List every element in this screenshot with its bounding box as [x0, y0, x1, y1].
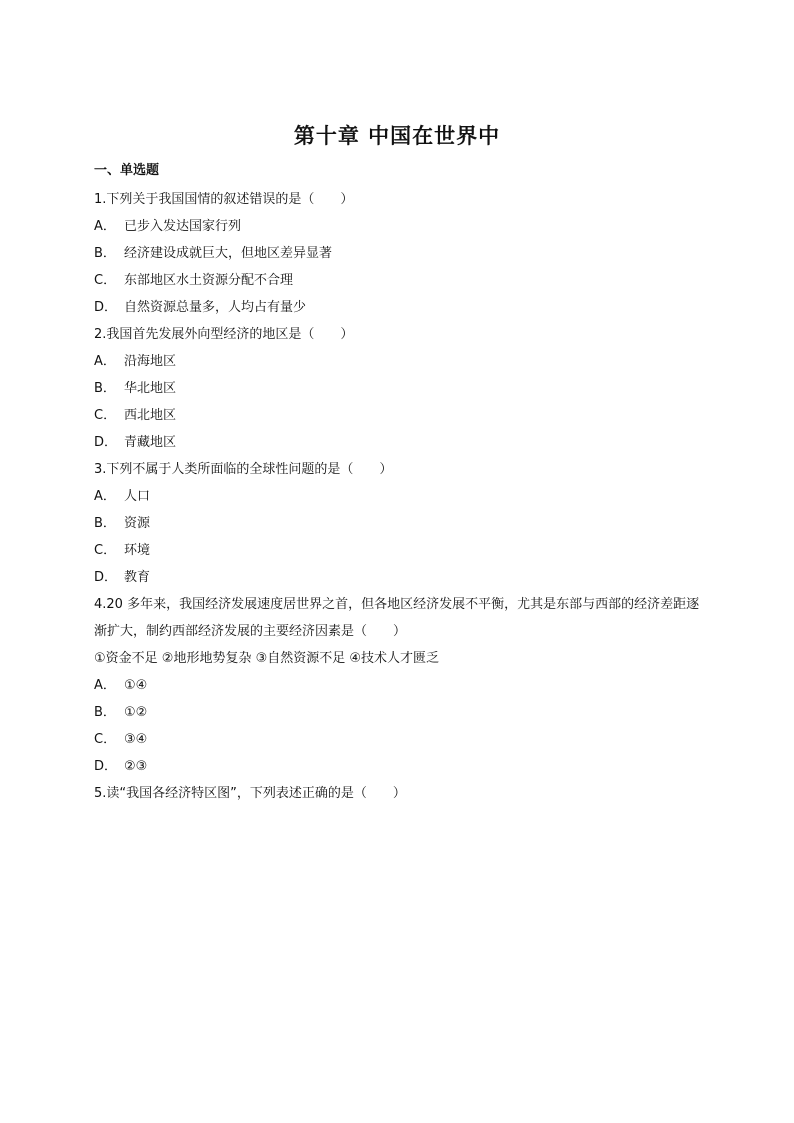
option-text: 资源	[124, 516, 151, 531]
option-2b	[94, 375, 706, 402]
page-title: 第十章 中国在世界中	[293, 123, 501, 148]
option-3c	[94, 537, 706, 564]
option-letter: B．	[94, 246, 116, 261]
option-letter: A．	[94, 354, 116, 369]
option-letter: A．	[94, 489, 116, 504]
option-3b	[94, 510, 706, 537]
option-letter: D．	[94, 435, 118, 450]
option-letter: B．	[94, 381, 116, 396]
option-text: 西北地区	[124, 408, 177, 423]
option-text: 环境	[124, 543, 151, 558]
option-2a	[94, 348, 706, 375]
option-letter: B．	[94, 705, 116, 720]
option-1b	[94, 240, 706, 267]
option-letter: D．	[94, 759, 118, 774]
option-2c	[94, 402, 706, 429]
question-stem-1: 1.下列关于我国国情的叙述错误的是（ ）	[94, 192, 354, 207]
option-letter: A．	[94, 678, 116, 693]
question-stem-5: 5.读“我国各经济特区图”，下列表述正确的是（ ）	[94, 786, 406, 801]
question-stem-3: 3.下列不属于人类所面临的全球性问题的是（ ）	[94, 462, 393, 477]
option-text: 教育	[124, 570, 151, 585]
question-4-statements: ①资金不足 ②地形地势复杂 ③自然资源不足 ④技术人才匮乏	[94, 651, 440, 666]
option-1a	[94, 213, 706, 240]
option-3a	[94, 483, 706, 510]
option-letter: C．	[94, 273, 117, 288]
option-1c	[94, 267, 706, 294]
option-text: 已步入发达国家行列	[124, 219, 242, 234]
option-text: 华北地区	[124, 381, 177, 396]
section-heading: 一、单选题	[94, 163, 160, 178]
option-text: 人口	[124, 489, 151, 504]
option-letter: D．	[94, 570, 118, 585]
option-text: ①④	[124, 678, 148, 693]
option-text: ②③	[124, 759, 148, 774]
question-list	[94, 186, 706, 807]
option-text: 东部地区水土资源分配不合理	[124, 273, 294, 288]
option-letter: B．	[94, 516, 116, 531]
option-text: 经济建设成就巨大，但地区差异显著	[124, 246, 333, 261]
option-letter: C．	[94, 732, 117, 747]
question-stem-4: 4.20 多年来，我国经济发展速度居世界之首，但各地区经济发展不平衡，尤其是东部与西部的经济差距逐渐扩大，制约西部经济发展的主要经济因素是（ ）	[94, 597, 700, 639]
option-letter: C．	[94, 543, 117, 558]
question-stem-2: 2.我国首先发展外向型经济的地区是（ ）	[94, 327, 354, 342]
option-text: 自然资源总量多，人均占有量少	[124, 300, 307, 315]
option-text: 青藏地区	[124, 435, 177, 450]
option-text: 沿海地区	[124, 354, 177, 369]
option-4c	[94, 726, 706, 753]
option-4b	[94, 699, 706, 726]
option-4a	[94, 672, 706, 699]
option-3d	[94, 564, 706, 591]
option-letter: C．	[94, 408, 117, 423]
option-1d	[94, 294, 706, 321]
option-letter: A．	[94, 219, 116, 234]
option-4d	[94, 753, 706, 780]
option-letter: D．	[94, 300, 118, 315]
option-text: ③④	[124, 732, 148, 747]
option-text: ①②	[124, 705, 148, 720]
option-2d	[94, 429, 706, 456]
